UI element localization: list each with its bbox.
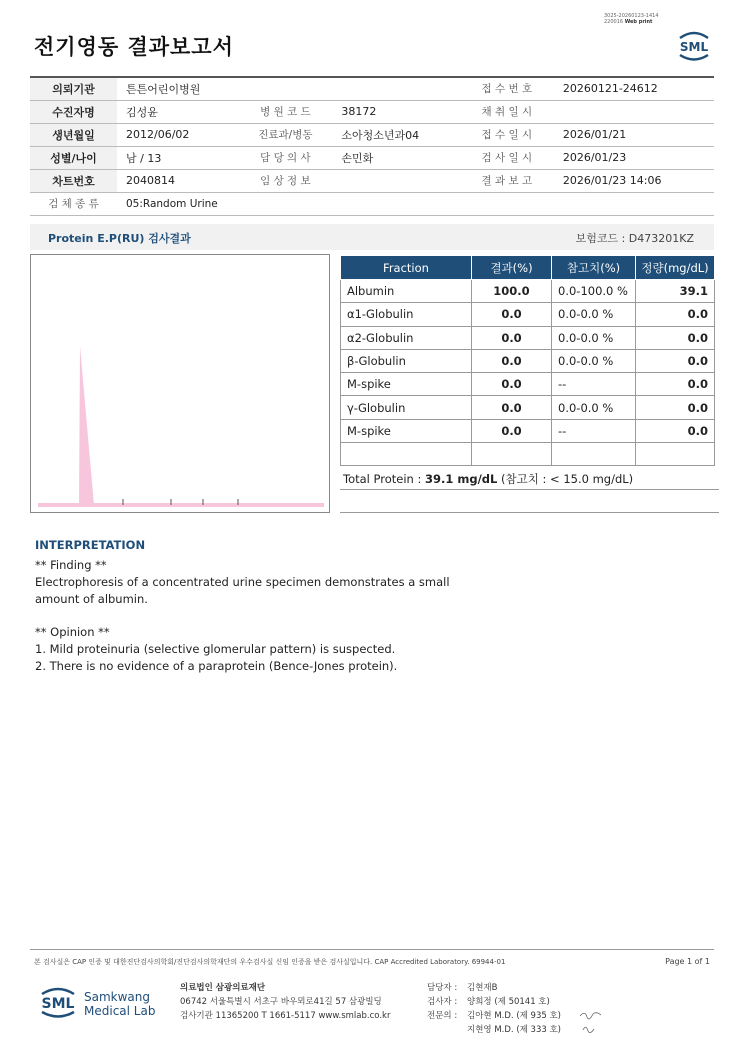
results-cell-quant: [636, 443, 715, 466]
results-cell-result: 0.0: [472, 396, 552, 419]
info-label: [241, 77, 329, 100]
footer-divider: [30, 949, 714, 950]
info-value: [329, 77, 462, 100]
results-cell-ref: 0.0-0.0 %: [552, 396, 636, 419]
results-table: [340, 255, 715, 466]
results-cell-ref: 0.0-0.0 %: [552, 303, 636, 326]
svg-text:SML: SML: [41, 996, 75, 1012]
results-cell-fraction: Albumin: [341, 280, 472, 303]
results-cell-quant: 0.0: [636, 303, 715, 326]
info-value: 소아청소년과04: [329, 123, 462, 146]
info-label: 진료과/병동: [241, 123, 329, 146]
results-column-header: 정량(mg/dL): [636, 256, 715, 280]
results-cell-fraction: α2-Globulin: [341, 326, 472, 349]
finding-text: Electrophoresis of a concentrated urine specimen demonstrates a small amount of albumin.: [35, 575, 450, 606]
staff-list: [427, 981, 561, 1037]
info-row: [30, 123, 714, 146]
results-cell-quant: 0.0: [636, 326, 715, 349]
results-cell-ref: 0.0-0.0 %: [552, 326, 636, 349]
info-value: 2026/01/23: [551, 146, 714, 169]
info-label: 채 취 일 시: [463, 100, 551, 123]
results-row: [341, 443, 715, 466]
info-value: 38172: [329, 100, 462, 123]
results-cell-result: 0.0: [472, 373, 552, 396]
info-value: [551, 100, 714, 123]
results-cell-result: 0.0: [472, 326, 552, 349]
results-cell-quant: 0.0: [636, 396, 715, 419]
results-cell-quant: 0.0: [636, 373, 715, 396]
staff-entry: [427, 981, 561, 995]
results-cell-fraction: [341, 443, 472, 466]
info-row: [30, 169, 714, 192]
info-value: 김성윤: [117, 100, 241, 123]
interpretation-heading: INTERPRETATION: [35, 538, 146, 552]
staff-entry: [427, 1023, 561, 1037]
results-cell-quant: 39.1: [636, 280, 715, 303]
results-cell-ref: --: [552, 373, 636, 396]
finding-label: ** Finding **: [35, 558, 107, 572]
total-protein: Total Protein : 39.1 mg/dL (참고치 : < 15.0 mg/dL): [343, 472, 634, 486]
results-cell-ref: 0.0-100.0 %: [552, 280, 636, 303]
divider: [340, 512, 719, 513]
results-cell-ref: --: [552, 419, 636, 442]
info-value: 20260121-24612: [551, 77, 714, 100]
info-value: 손민화: [329, 146, 462, 169]
info-row: [30, 146, 714, 169]
staff-name: 지현영 M.D. (제 333 호): [467, 1025, 562, 1035]
sml-logo-icon: [36, 982, 80, 1022]
info-label: 의뢰기관: [30, 77, 117, 100]
results-row: [341, 326, 715, 349]
opinion-2: 2. There is no evidence of a paraprotein (Bence-Jones protein).: [35, 659, 398, 673]
section-title: Protein E.P(RU) 검사결과: [48, 232, 191, 245]
info-row: [30, 100, 714, 123]
info-value: 남 / 13: [117, 146, 241, 169]
staff-role: 담당자 :: [427, 983, 458, 993]
electrophoresis-chart: [30, 254, 330, 513]
staff-name: 김현재B: [467, 983, 498, 993]
results-cell-result: 0.0: [472, 303, 552, 326]
results-cell-fraction: β-Globulin: [341, 349, 472, 372]
interpretation: [35, 537, 495, 675]
info-value: 2040814: [117, 169, 241, 192]
results-cell-result: 100.0: [472, 280, 552, 303]
staff-entry: [427, 995, 561, 1009]
info-label: 검 사 일 시: [463, 146, 551, 169]
results-cell-result: 0.0: [472, 419, 552, 442]
results-cell-quant: 0.0: [636, 419, 715, 442]
results-row: [341, 373, 715, 396]
staff-name: 양희정 (제 50141 호): [467, 997, 550, 1007]
staff-role: 검사자 :: [427, 997, 458, 1007]
info-label: 접 수 일 시: [463, 123, 551, 146]
specimen-row: [30, 192, 714, 215]
results-cell-result: 0.0: [472, 349, 552, 372]
results-row: [341, 396, 715, 419]
info-value: 2026/01/21: [551, 123, 714, 146]
brand-name: Samkwang Medical Lab: [84, 990, 156, 1018]
info-label: 수진자명: [30, 100, 117, 123]
info-label: 병 원 코 드: [241, 100, 329, 123]
results-cell-fraction: γ-Globulin: [341, 396, 472, 419]
results-cell-ref: 0.0-0.0 %: [552, 349, 636, 372]
signature-icon: [577, 1008, 607, 1038]
results-row: [341, 303, 715, 326]
page-title: 전기영동 결과보고서: [34, 35, 234, 59]
info-label: 생년월일: [30, 123, 117, 146]
results-cell-fraction: α1-Globulin: [341, 303, 472, 326]
info-label: 성별/나이: [30, 146, 117, 169]
organization-info: 의료법인 삼광의료재단 06742 서울특별시 서초구 바우뫼로41길 57 삼광빌딩 검사기관 11365200 T 1661-5117 www.smlab.co.kr: [180, 983, 391, 1021]
staff-entry: [427, 1009, 561, 1023]
results-column-header: 참고치(%): [552, 256, 636, 280]
info-row: [30, 77, 714, 100]
svg-text:SML: SML: [679, 40, 709, 54]
results-row: [341, 419, 715, 442]
results-column-header: 결과(%): [472, 256, 552, 280]
specimen-label: 검 체 종 류: [30, 192, 117, 215]
specimen-value: 05:Random Urine: [117, 192, 714, 215]
info-value: 2026/01/23 14:06: [551, 169, 714, 192]
info-value: 2012/06/02: [117, 123, 241, 146]
albumin-peak: [69, 346, 94, 505]
info-value: 튼튼어린이병원: [117, 77, 241, 100]
staff-role: 전문의 :: [427, 1011, 458, 1021]
results-cell-ref: [552, 443, 636, 466]
page-number: Page 1 of 1: [665, 957, 710, 966]
sml-logo-icon: [674, 26, 714, 66]
opinion-1: 1. Mild proteinuria (selective glomerular pattern) is suspected.: [35, 642, 396, 656]
accreditation-note: 본 검사실은 CAP 인증 및 대한진단검사의학회/진단검사의학재단의 우수검사실 신임 인증을 받은 검사실입니다. CAP Accredited Laboratory. 69944-01: [34, 958, 506, 966]
results-cell-result: [472, 443, 552, 466]
print-code: 3025-20260123-1414 220016 Web print: [604, 13, 659, 25]
opinion-label: ** Opinion **: [35, 625, 110, 639]
results-row: [341, 349, 715, 372]
results-cell-fraction: M-spike: [341, 373, 472, 396]
info-label: 임 상 정 보: [241, 169, 329, 192]
patient-info-table: [30, 76, 714, 216]
results-row: [341, 280, 715, 303]
insurance-code: 보험코드 : D473201KZ: [575, 232, 694, 245]
results-column-header: Fraction: [341, 256, 472, 280]
staff-name: 김아현 M.D. (제 935 호): [467, 1011, 562, 1021]
results-cell-fraction: M-spike: [341, 419, 472, 442]
info-label: 결 과 보 고: [463, 169, 551, 192]
densitogram-svg: [31, 255, 331, 514]
info-label: 접 수 번 호: [463, 77, 551, 100]
results-cell-quant: 0.0: [636, 349, 715, 372]
divider: [340, 489, 719, 490]
info-label: 담 당 의 사: [241, 146, 329, 169]
info-value: [329, 169, 462, 192]
info-label: 차트번호: [30, 169, 117, 192]
